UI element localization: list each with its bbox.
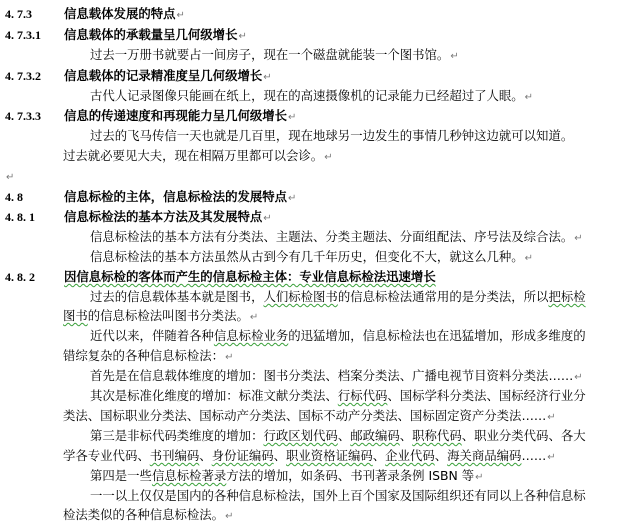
paragraph: 信息标检法的基本方法虽然从古到今有几千年历史，但变化不大，就这么几种。↵ [90,249,534,264]
paragraph-continuation: 错综复杂的各种信息标检法：↵ [63,348,234,363]
paragraph-continuation: 类法、国标职业分类法、国标动产分类法、国标不动产分类法、国标固定资产分类法……↵ [63,408,556,423]
paragraph: 近代以来，伴随着各种信息标检业务的迅猛增加，信息标检法也在迅猛增加，形成多维度的 [90,328,586,343]
paragraph: 过去的信息载体基本就是图书，人们标检图书的信息标检法通常用的是分类法，所以把标检 [90,289,586,304]
paragraph: 古代人记录图像只能画在纸上，现在的高速摄像机的记录能力已经超过了人眼。↵ [90,88,534,103]
paragraph: 过去一万册书就要占一间房子，现在一个磁盘就能装一个图书馆。↵ [90,47,459,62]
paragraph-continuation: 学各专业代码、书刊编码、身份证编码、职业资格证编码、企业代码、海关商品编码……↵ [63,448,556,463]
paragraph-continuation: 图书的信息标检法叫图书分类法。↵ [63,308,259,323]
empty-paragraph: ↵ [6,172,15,183]
paragraph-continuation: 检法类似的各种信息标检法。↵ [63,507,234,522]
paragraph: 一一以上仅仅是国内的各种信息标检法，国外上百个国家及国际组织还有同以上各种信息标 [90,488,586,503]
paragraph: 首先是在信息载体维度的增加：图书分类法、档案分类法、广播电视节目资料分类法……↵ [90,368,583,383]
paragraph: 信息标检法的基本方法有分类法、主题法、分类主题法、分面组配法、序号法及综合法。↵ [90,229,583,244]
paragraph: 第三是非标代码类维度的增加：行政区划代码、邮政编码、职称代码、职业分类代码、各大 [90,428,586,443]
paragraph: 过去的飞马传信一天也就是几百里，现在地球另一边发生的事情几秒钟这边就可以知道。 [90,128,574,143]
paragraph-continuation: 过去就必要见大夫，现在相隔万里都可以会诊。↵ [63,148,333,163]
paragraph-mark: ↵ [176,10,185,21]
document-page: 4. 7.3 信息载体发展的特点↵ 4. 7.3.1 信息载体的承载量呈几何级增长↵ 过去一万册书就要占一间房子，现在一个磁盘就能装一个图书馆。↵ 4. 7.3.2 信息载体的记录精准度呈几何级增长↵ 古代人记录图像只能画在纸上，现在的高速摄像机的记录能力已经超过了人眼。↵ 4. 7.3.3 信息的传递速度和再现能力呈几何级增长↵ 过去的飞马传信一天也就是几百里，现在地球另一边发生的事情几秒钟这边就可以知道。 过去就必要见大夫，现在相隔万里都可以会诊。↵ ↵ 4. 8 信息标检的主体，信息标检法的发展特点↵ 4. 8. 1 信息标检法的基本方法及其发展特点↵ 信息标检法的基本方法有分类法、主题法、分类主题法、分面组配法、序号法及综合法。↵ 信息标检法的基本方法虽然从古到今有几千年历史，但变化不大，就这么几种。↵ 4. 8. 2 因信息标检的客体而产生的信息标检主体：专业信息标检法迅速增长 过去的信息载体基本就是图书，人们标检图书的信息标检法通常用的是分类法，所以把标检 图书的信息标检法叫图书分类法。↵ 近代以来，伴随着各种信息标检业务的迅猛增加，信息标检法也在迅猛增加，形成多维度的 错综复杂的各种信息标检法：↵ 首先是在信息载体维度的增加：图书分类法、档案分类法、广播电视节目资料分类法……↵ 其次是标准化维度的增加：标准文献分类法、行标代码、国标学科分类法、国标经济行业分 类法、国标职业分类法、国标动产分类法、国标不动产分类法、国标固定资产分类法……↵ 第三是非标代码类维度的增加：行政区划代码、邮政编码、职称代码、职业分类代码、各大 学各专业代码、书刊编码、身份证编码、职业资格证编码、企业代码、海关商品编码……↵ 第四是一些信息标检著录方法的增加，如条码、书刊著录条例 ISBN 等↵ 一一以上仅仅是国内的各种信息标检法，国外上百个国家及国际组织还有同以上各种信息标 检法类似的各种信息标检法。↵ [0,0,638,517]
paragraph: 其次是标准化维度的增加：标准文献分类法、行标代码、国标学科分类法、国标经济行业分 [90,388,586,403]
paragraph: 第四是一些信息标检著录方法的增加，如条码、书刊著录条例 ISBN 等↵ [90,468,484,483]
